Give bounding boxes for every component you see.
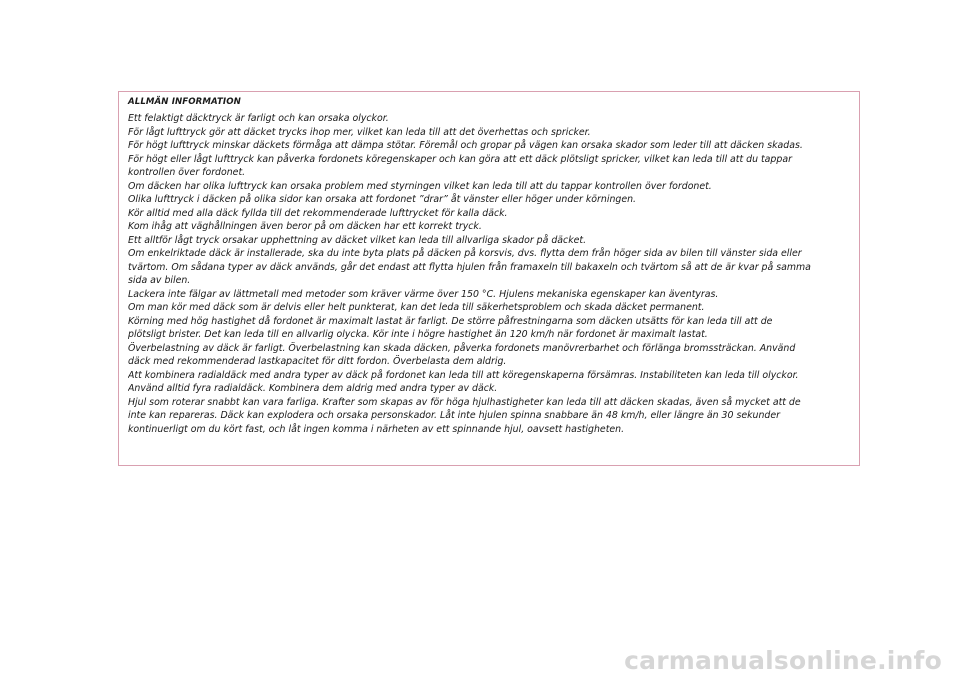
information-line: Ett alltför lågt tryck orsakar upphettning av däcket vilket kan leda till allvarliga skador på däcket. xyxy=(128,234,587,246)
information-line: För högt eller lågt lufttryck kan påverka fordonets köregenskaper och kan göra att ett däck plötsligt spricker, vilket kan leda till att du tappar xyxy=(128,153,792,165)
information-line: Om däcken har olika lufttryck kan orsaka problem med styrningen vilket kan leda till att du tappar kontrollen över fordonet. xyxy=(128,180,712,192)
watermark: carmanualsonline.info xyxy=(624,646,942,675)
information-line: inte kan repareras. Däck kan explodera och orsaka personskador. Låt inte hjulen spinna snabbare än 48 km/h, eller längre än 30 sekunder xyxy=(128,410,780,421)
general-information-box xyxy=(118,91,860,466)
information-line: Om enkelriktade däck är installerade, ska du inte byta plats på däcken på korsvis, dvs. flytta dem från höger sida av bilen till vänster sida eller xyxy=(128,248,802,259)
information-line: kontrollen över fordonet. xyxy=(128,167,246,178)
information-line: Ett felaktigt däcktryck är farligt och kan orsaka olyckor. xyxy=(128,113,389,124)
information-line: Använd alltid fyra radialdäck. Kombinera dem aldrig med andra typer av däck. xyxy=(128,383,498,394)
information-line: För lågt lufttryck gör att däcket trycks ihop mer, vilket kan leda till att det överhettas och spricker. xyxy=(128,126,591,138)
information-line: För högt lufttryck minskar däckets förmåga att dämpa stötar. Föremål och gropar på vägen kan orsaka skador som leder till att däcken skadas. xyxy=(128,140,803,151)
information-text xyxy=(128,112,852,436)
information-line: Olika lufttryck i däcken på olika sidor kan orsaka att fordonet ”drar” åt vänster eller höger under körningen. xyxy=(128,194,637,205)
section-title: ALLMÄN INFORMATION xyxy=(128,97,241,107)
information-line: Kom ihåg att väghållningen även beror på om däcken har ett korrekt tryck. xyxy=(128,221,482,232)
information-line: däck med rekommenderad lastkapacitet för ditt fordon. Överbelasta dem aldrig. xyxy=(128,356,507,367)
information-line: kontinuerligt om du kört fast, och låt ingen komma i närheten av ett spinnande hjul, oavsett hastigheten. xyxy=(128,423,625,435)
information-line: Hjul som roterar snabbt kan vara farliga. Krafter som skapas av för höga hjulhastigheter kan leda till att däcken skadas, även så mycket att de xyxy=(128,396,801,408)
information-line: Att kombinera radialdäck med andra typer av däck på fordonet kan leda till att köregenskaperna försämras. Instabiliteten kan leda till olyckor. xyxy=(128,369,799,381)
information-line: plötsligt brister. Det kan leda till en allvarlig olycka. Kör inte i högre hastighet än 120 km/h när fordonet är maximalt lastat. xyxy=(128,329,708,340)
information-line: Överbelastning av däck är farligt. Överbelastning kan skada däcken, påverka fordonets manövrerbarhet och förlänga bromssträckan. Använd xyxy=(128,342,796,354)
information-line: Körning med hög hastighet då fordonet är maximalt lastat är farligt. De större påfrestningarna som däcken utsätts för kan leda till att de xyxy=(128,315,773,327)
information-line: sida av bilen. xyxy=(128,275,191,286)
information-line: Om man kör med däck som är delvis eller helt punkterat, kan det leda till säkerhetsproblem och skada däcket permanent. xyxy=(128,302,705,313)
information-line: Lackera inte fälgar av lättmetall med metoder som kräver värme över 150 °C. Hjulens mekaniska egenskaper kan äventyras. xyxy=(128,288,719,300)
information-line: Kör alltid med alla däck fyllda till det rekommenderade lufttrycket för kalla däck. xyxy=(128,207,508,219)
information-line: tvärtom. Om sådana typer av däck används, går det endast att flytta hjulen från framaxeln till bakaxeln och tvärtom så att de är kvar på samma xyxy=(128,261,811,273)
